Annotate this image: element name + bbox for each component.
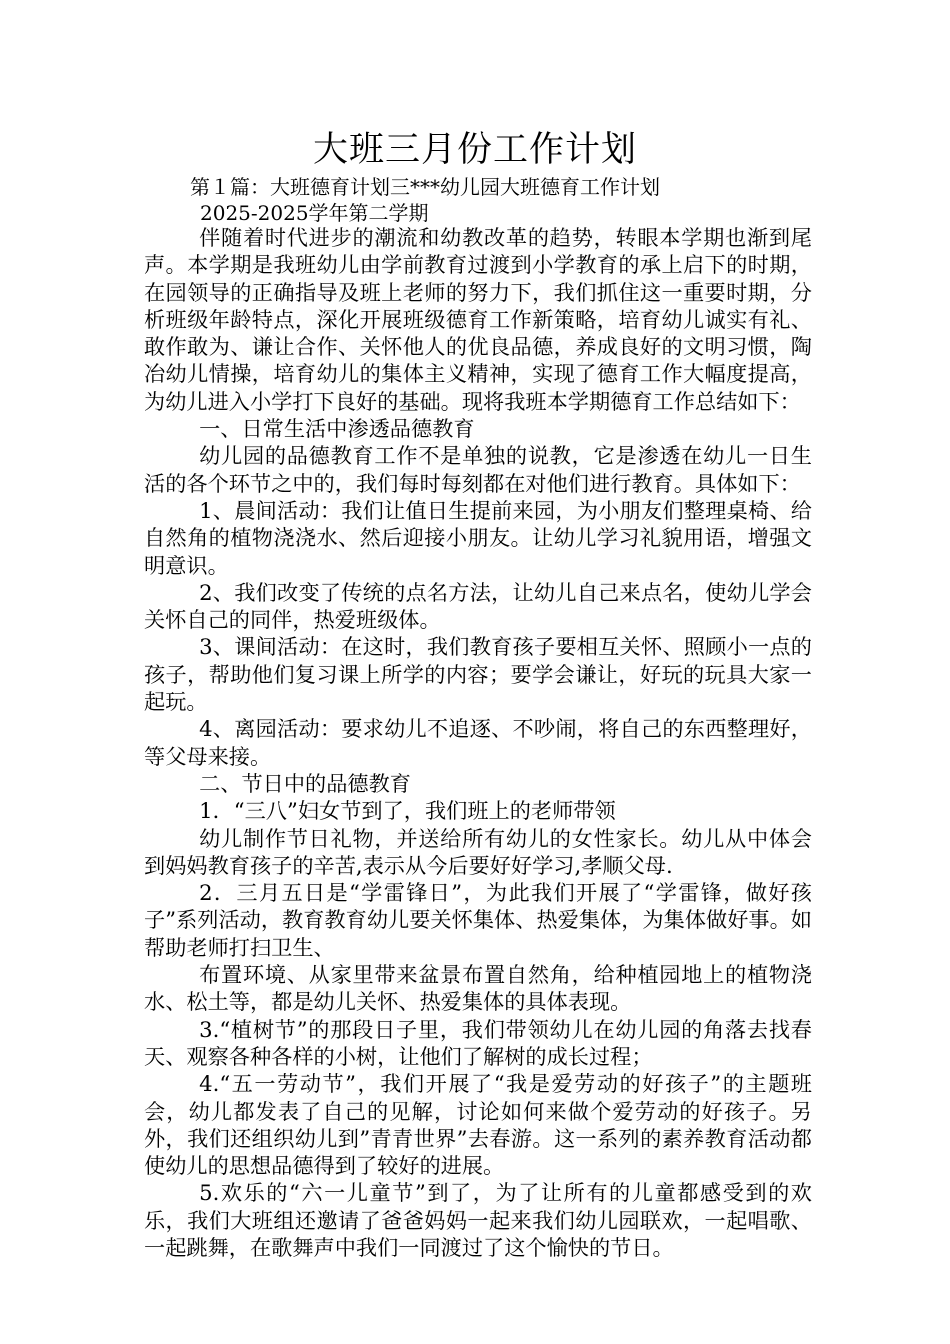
list-item: 5.欢乐的“六一儿童节”到了，为了让所有的儿童都感受到的欢乐，我们大班组还邀请了爸爸妈妈一起来我们幼儿园联欢，一起唱歌、一起跳舞，在歌舞声中我们一同渡过了这个愉快的节日。 [144, 1180, 812, 1260]
list-item: 3.“植树节”的那段日子里，我们带领幼儿在幼儿园的角落去找春天、观察各种各样的小树，让他们了解树的成长过程； [144, 1016, 812, 1069]
document-subtitle: 第１篇：大班德育计划三***幼儿园大班德育工作计划 [190, 175, 660, 199]
list-item: 4、离园活动：要求幼儿不追逐、不吵闹，将自己的东西整理好，等父母来接。 [144, 716, 812, 769]
paragraph-intro: 伴随着时代进步的潮流和幼教改革的趋势，转眼本学期也渐到尾声。本学期是我班幼儿由学前教育过渡到小学教育的承上启下的时期，在园领导的正确指导及班上老师的努力下，我们抓住这一重要时期，分析班级年龄特点，深化开展班级德育工作新策略，培育幼儿诚实有礼、敢作敢为、谦让合作、关怀他人的优良品德，养成良好的文明习惯，陶冶幼儿情操，培育幼儿的集体主义精神，实现了德育工作大幅度提高，为幼儿进入小学打下良好的基础。现将我班本学期德育工作总结如下： [144, 225, 812, 414]
list-item: 1、晨间活动：我们让值日生提前来园，为小朋友们整理桌椅、给自然角的植物浇浇水、然后迎接小朋友。让幼儿学习礼貌用语，增强文明意识。 [144, 497, 812, 578]
list-item: 3、课间活动：在这时，我们教育孩子要相互关怀、照顾小一点的孩子，帮助他们复习课上所学的内容；要学会谦让，好玩的玩具大家一起玩。 [144, 634, 812, 715]
section-heading-daily-life: 一、日常生活中渗透品德教育 [199, 416, 475, 442]
paragraph: 幼儿园的品德教育工作不是单独的说教，它是渗透在幼儿一日生活的各个环节之中的，我们每时每刻都在对他们进行教育。具体如下： [144, 443, 812, 496]
paragraph: 布置环境、从家里带来盆景布置自然角，给种植园地上的植物浇水、松土等，都是幼儿关怀、热爱集体的具体表现。 [144, 962, 812, 1015]
section-heading-festivals: 二、节日中的品德教育 [199, 770, 411, 796]
list-item: 2．三月五日是“学雷锋日”，为此我们开展了“学雷锋，做好孩子”系列活动，教育教育幼儿要关怀集体、热爱集体，为集体做好事。如帮助老师打扫卫生、 [144, 880, 812, 960]
document-title: 大班三月份工作计划 [312, 130, 637, 170]
list-item: 1．“三八”妇女节到了，我们班上的老师带领 [199, 798, 616, 824]
school-term: 2025-2025学年第二学期 [200, 201, 429, 225]
document-body [144, 224, 812, 1261]
paragraph: 幼儿制作节日礼物，并送给所有幼儿的女性家长。幼儿从中体会到妈妈教育孩子的辛苦,表示从今后要好好学习,孝顺父母. [144, 825, 812, 878]
list-item: 4.“五一劳动节”，我们开展了“我是爱劳动的好孩子”的主题班会，幼儿都发表了自己的见解，讨论如何来做个爱劳动的好孩子。另外，我们还组织幼儿到”青青世界”去春游。这一系列的素养教育活动都使幼儿的思想品德得到了较好的进展。 [144, 1071, 812, 1179]
list-item: 2、我们改变了传统的点名方法，让幼儿自己来点名，使幼儿学会关怀自己的同伴，热爱班级体。 [144, 579, 812, 633]
